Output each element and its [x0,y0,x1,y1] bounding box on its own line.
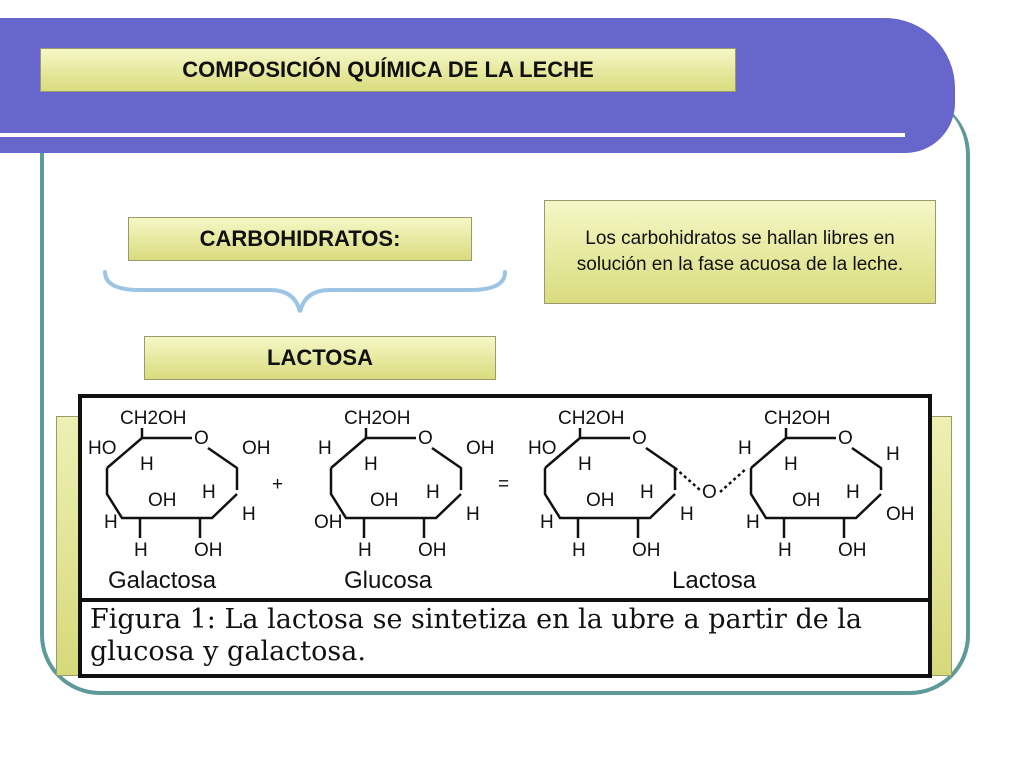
galactose-oh-bottom: OH [194,540,223,561]
lactose-oh-right-2: OH [886,504,915,525]
lactose-ho: HO [528,438,557,459]
slide-title: COMPOSICIÓN QUÍMICA DE LA LECHE [40,48,736,92]
lactose-oh-mid-1: OH [586,490,615,511]
subsection-label: LACTOSA [144,336,496,380]
glucose-ring-o: O [418,428,433,449]
figure-caption [90,604,920,668]
brace-connector [100,268,510,318]
galactose-ch2oh: CH2OH [120,408,187,429]
galactose-h-mid: H [202,482,216,503]
glucose-oh-mid: OH [370,490,399,511]
lactose-h-ring2-upper: H [784,454,798,475]
glucose-structure [314,408,495,594]
lactose-ring-o-2: O [838,428,853,449]
lactose-ch2oh-1: CH2OH [558,408,625,429]
galactose-oh-right: OH [242,438,271,459]
header-divider [0,133,905,137]
lactose-oh-bottom-2: OH [838,540,867,561]
galactose-structure [88,408,271,594]
galactose-ho: HO [88,438,117,459]
lactose-h-mid-2: H [846,482,860,503]
galactose-name: Galactosa [108,567,217,594]
lactose-h-right-top-2: H [886,444,900,465]
lactose-h-mid-1: H [640,482,654,503]
info-note: Los carbohidratos se hallan libres en solución en la fase acuosa de la leche. [544,200,936,304]
galactose-ring-o: O [194,428,209,449]
galactose-h-lower: H [104,512,118,533]
glucose-oh-bottom: OH [418,540,447,561]
glucose-h-right: H [466,504,480,525]
glucose-ch2oh: CH2OH [344,408,411,429]
lactose-ring-o-1: O [632,428,647,449]
glucose-oh-lower: OH [314,512,343,533]
lactose-h1: H [578,454,592,475]
galactose-oh-mid: OH [148,490,177,511]
plus-sign: + [272,474,284,495]
galactose-h-bottom: H [134,540,148,561]
lactose-oh-bottom-1: OH [632,540,661,561]
lactose-oh-mid-2: OH [792,490,821,511]
galactose-h-right: H [242,504,256,525]
glucose-name: Glucosa [344,567,433,594]
caption-line-2: glucosa y galactosa. [90,636,366,667]
lactose-h-bottom-2: H [778,540,792,561]
lactose-structure [528,408,915,594]
glucose-h-left: H [318,438,332,459]
lactose-h-ring2-top: H [738,438,752,459]
lactose-ch2oh-2: CH2OH [764,408,831,429]
glucose-h1: H [364,454,378,475]
lactose-figure [78,394,932,678]
molecule-diagram [82,398,928,598]
lactose-h-lower-1: H [540,512,554,533]
lactose-bridge-o: O [702,482,717,503]
caption-line-1: Figura 1: La lactosa se sintetiza en la ubre a partir de la [90,604,863,635]
glucose-h-bottom: H [358,540,372,561]
glucose-oh-right: OH [466,438,495,459]
glucose-h-mid: H [426,482,440,503]
lactose-h-bottom-1: H [572,540,586,561]
section-label: CARBOHIDRATOS: [128,217,472,261]
lactose-h-right-1: H [680,504,694,525]
galactose-h1: H [140,454,154,475]
equals-sign: = [498,474,510,495]
figure-divider [82,598,928,602]
lactose-h-lower-2: H [746,512,760,533]
lactose-name: Lactosa [672,567,757,594]
